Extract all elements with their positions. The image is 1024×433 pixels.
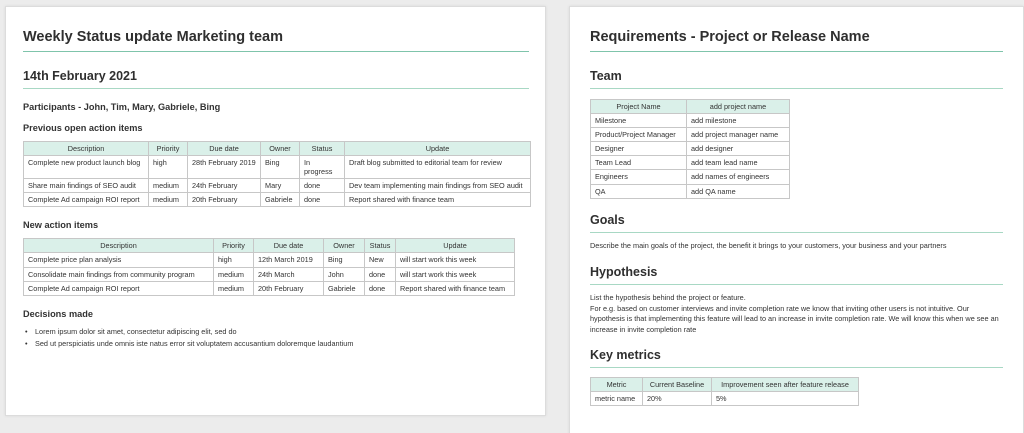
table-cell: will start work this week [396, 253, 515, 267]
previous-action-items-heading: Previous open action items [23, 123, 143, 133]
table-cell: Gabriele [261, 193, 300, 207]
list-item: • Sed ut perspiciatis unde omnis iste natus error sit voluptatem accusantium doloremque laudantium [25, 338, 529, 350]
table-cell: In progress [300, 156, 345, 179]
key-metrics-table [590, 377, 859, 406]
table-cell: high [214, 253, 254, 267]
table-cell: Dev team implementing main findings from SEO audit [345, 179, 531, 193]
table-cell: Report shared with finance team [396, 281, 515, 295]
previous-action-items-table [23, 141, 531, 207]
document-title: Weekly Status update Marketing team [23, 29, 529, 52]
table-cell: 12th March 2019 [254, 253, 324, 267]
column-header: Priority [214, 239, 254, 253]
table-row [24, 253, 515, 267]
hypothesis-heading: Hypothesis [590, 265, 1003, 285]
table-cell: Complete Ad campaign ROI report [24, 281, 214, 295]
table-row [24, 267, 515, 281]
table-cell: Gabriele [324, 281, 365, 295]
requirements-document [569, 6, 1024, 433]
weekly-status-document [5, 6, 546, 416]
table-cell: 5% [712, 391, 859, 405]
table-cell: Product/Project Manager [591, 128, 687, 142]
column-header: Current Baseline [643, 377, 712, 391]
table-cell: Engineers [591, 170, 687, 184]
table-row [591, 391, 859, 405]
table-cell: add project manager name [687, 128, 790, 142]
column-header: Metric [591, 377, 643, 391]
table-cell: John [324, 267, 365, 281]
table-cell: add names of engineers [687, 170, 790, 184]
column-header: Owner [261, 142, 300, 156]
table-row [591, 170, 790, 184]
table-cell: done [300, 179, 345, 193]
table-cell: Complete Ad campaign ROI report [24, 193, 149, 207]
meeting-date-heading: 14th February 2021 [23, 69, 529, 89]
table-cell: Milestone [591, 114, 687, 128]
table-cell: will start work this week [396, 267, 515, 281]
table-cell: add milestone [687, 114, 790, 128]
decisions-list [23, 326, 529, 351]
table-cell: 20th February [254, 281, 324, 295]
column-header: Status [300, 142, 345, 156]
table-cell: high [149, 156, 188, 179]
table-cell: Complete price plan analysis [24, 253, 214, 267]
table-cell: 20% [643, 391, 712, 405]
table-row [591, 156, 790, 170]
table-cell: Bing [261, 156, 300, 179]
goals-heading: Goals [590, 213, 1003, 233]
column-header: Status [365, 239, 396, 253]
table-cell: Report shared with finance team [345, 193, 531, 207]
column-header: Priority [149, 142, 188, 156]
table-cell: 24th February [188, 179, 261, 193]
team-heading: Team [590, 69, 1003, 89]
new-action-items-table [23, 238, 515, 295]
table-header-row [591, 377, 859, 391]
column-header: Update [345, 142, 531, 156]
table-cell: metric name [591, 391, 643, 405]
table-row [24, 281, 515, 295]
column-header: Description [24, 239, 214, 253]
hypothesis-intro: List the hypothesis behind the project or feature. [590, 293, 746, 303]
table-cell: medium [214, 267, 254, 281]
table-cell: Team Lead [591, 156, 687, 170]
table-cell: Consolidate main findings from community program [24, 267, 214, 281]
column-header: Project Name [591, 100, 687, 114]
table-cell: done [365, 267, 396, 281]
table-cell: 28th February 2019 [188, 156, 261, 179]
table-cell: QA [591, 184, 687, 198]
column-header: Description [24, 142, 149, 156]
table-row [591, 128, 790, 142]
table-header-row [24, 239, 515, 253]
table-row [24, 156, 531, 179]
table-row [591, 184, 790, 198]
list-item: • Lorem ipsum dolor sit amet, consectetur adipiscing elit, sed do [25, 326, 529, 338]
table-cell: Complete new product launch blog [24, 156, 149, 179]
team-table [590, 99, 790, 199]
document-title: Requirements - Project or Release Name [590, 29, 1003, 52]
column-header: Owner [324, 239, 365, 253]
table-cell: Bing [324, 253, 365, 267]
table-cell: 24th March [254, 267, 324, 281]
column-header: Improvement seen after feature release [712, 377, 859, 391]
table-row [591, 114, 790, 128]
table-cell: medium [214, 281, 254, 295]
table-row [24, 193, 531, 207]
table-cell: New [365, 253, 396, 267]
table-cell: done [365, 281, 396, 295]
column-header: Due date [188, 142, 261, 156]
table-header-row [591, 100, 790, 114]
table-cell: add team lead name [687, 156, 790, 170]
key-metrics-heading: Key metrics [590, 348, 1003, 368]
table-cell: add QA name [687, 184, 790, 198]
hypothesis-example: For e.g. based on customer interviews and invite completion rate we know that inviting other users is not intuitive. Our hypothesis is that implementing this feature will lead to an increase in invite completion rate. We will know this when we see an increase in invite completion rate [590, 303, 999, 334]
table-cell: add designer [687, 142, 790, 156]
column-header: Due date [254, 239, 324, 253]
new-action-items-heading: New action items [23, 220, 99, 231]
table-cell: done [300, 193, 345, 207]
table-cell: medium [149, 193, 188, 207]
table-cell: Mary [261, 179, 300, 193]
goals-text: Describe the main goals of the project, the benefit it brings to your customers, your business and your partners [590, 240, 947, 250]
table-cell: Draft blog submitted to editorial team for review [345, 156, 531, 179]
table-cell: medium [149, 179, 188, 193]
decisions-made-heading: Decisions made [23, 308, 93, 319]
table-row [591, 142, 790, 156]
table-cell: Share main findings of SEO audit [24, 179, 149, 193]
column-header: Update [396, 239, 515, 253]
table-header-row [24, 142, 531, 156]
table-row [24, 179, 531, 193]
table-cell: Designer [591, 142, 687, 156]
column-header: add project name [687, 100, 790, 114]
table-cell: 20th February [188, 193, 261, 207]
participants-heading: Participants - John, Tim, Mary, Gabriele, Bing [23, 102, 221, 112]
